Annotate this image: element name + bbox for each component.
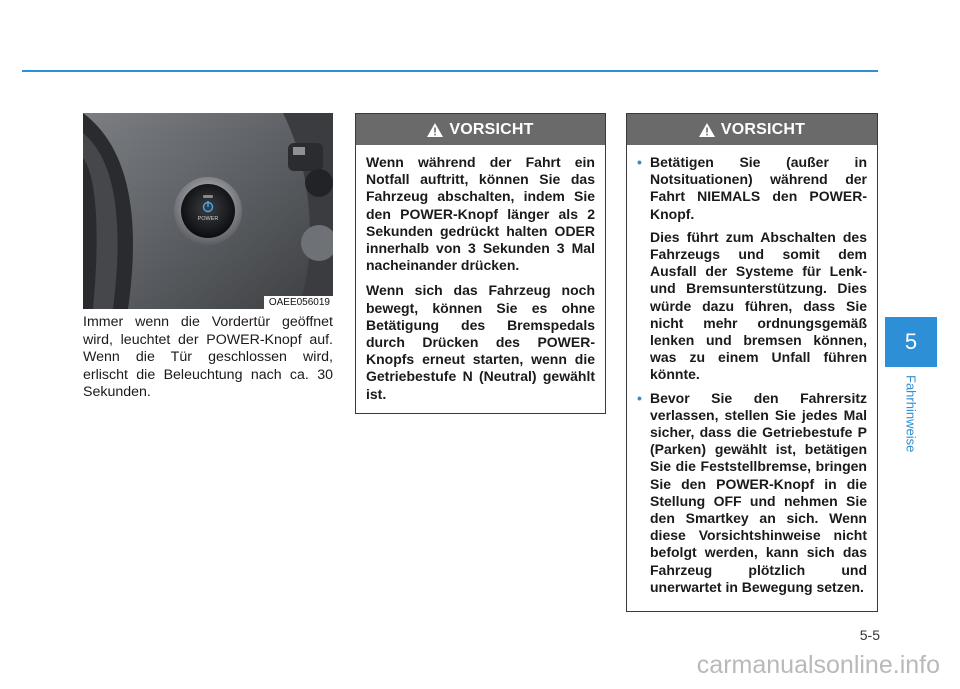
- caution-title: VORSICHT: [449, 120, 534, 138]
- caution-paragraph: Wenn sich das Fahrzeug noch bewegt, können Sie es ohne Betätigung des Bremspedals durch Drücken des POWER-Knopfs erneut starten, wenn die Getriebestufe N (Neutral) gewählt ist.: [366, 282, 595, 402]
- warning-triangle-icon: [699, 123, 715, 137]
- caution-item-text: Betätigen Sie (außer in Notsituationen) während der Fahrt NIEMALS den POWER-Knopf.: [650, 154, 867, 222]
- bullet-icon: •: [637, 389, 642, 406]
- button-label: POWER: [197, 216, 219, 222]
- dashboard-illustration: [83, 113, 333, 309]
- intro-paragraph: Immer wenn die Vordertür geöffnet wird, leuchtet der POWER-Knopf auf. Wenn die Tür geschlossen wird, erlischt die Beleuchtung nach ca. 30 Sekunden.: [83, 314, 333, 400]
- warning-triangle-icon: [427, 123, 443, 137]
- caution-header: [356, 114, 605, 145]
- figure-code: OAEE056019: [264, 296, 333, 309]
- caution-item-subtext: Dies führt zum Abschalten des Fahrzeugs und somit dem Ausfall der Systeme für Lenk- und Bremsunterstützung. Dies würde dazu führen, dass Sie nicht mehr ordnungsgemäß lenken und bremsen können, was zu einem Unfall führen könnte.: [650, 228, 867, 383]
- list-item: [637, 390, 867, 596]
- caution-box-2: [626, 113, 878, 612]
- caution-item-text: Bevor Sie den Fahrersitz verlassen, stellen Sie jedes Mal sicher, dass die Getriebestufe P (Parken) gewählt ist, betätigen Sie die Feststellbremse, bringen Sie den POWER-Knopf in die Stellung OFF und nehmen Sie den Smartkey an sich. Wenn diese Vorsichtshinweise nicht befolgt werden, kann sich das Fahrzeug plötzlich und unerwartet in Bewegung setzen.: [650, 389, 867, 595]
- caution-body: [356, 145, 605, 411]
- caution-list: [637, 154, 867, 596]
- bullet-icon: •: [637, 154, 642, 170]
- power-button-photo: [83, 113, 333, 309]
- chapter-number-tab: 5: [885, 317, 937, 367]
- caution-paragraph: Wenn während der Fahrt ein Notfall auftritt, können Sie das Fahrzeug abschalten, indem Sie den POWER-Knopf länger als 2 Sekunden gedrückt halten ODER innerhalb von 3 Sekunden 3 Mal nacheinander drücken.: [366, 154, 595, 274]
- caution-title: VORSICHT: [720, 120, 806, 138]
- watermark: carmanualsonline.info: [696, 651, 940, 679]
- caution-body: [627, 145, 877, 610]
- top-rule: [22, 70, 878, 72]
- caution-box-1: [355, 113, 606, 414]
- list-item: [637, 154, 867, 384]
- caution-header: [627, 114, 877, 145]
- chapter-label: Fahrhinweise: [903, 375, 919, 453]
- page-number: 5-5: [859, 627, 880, 643]
